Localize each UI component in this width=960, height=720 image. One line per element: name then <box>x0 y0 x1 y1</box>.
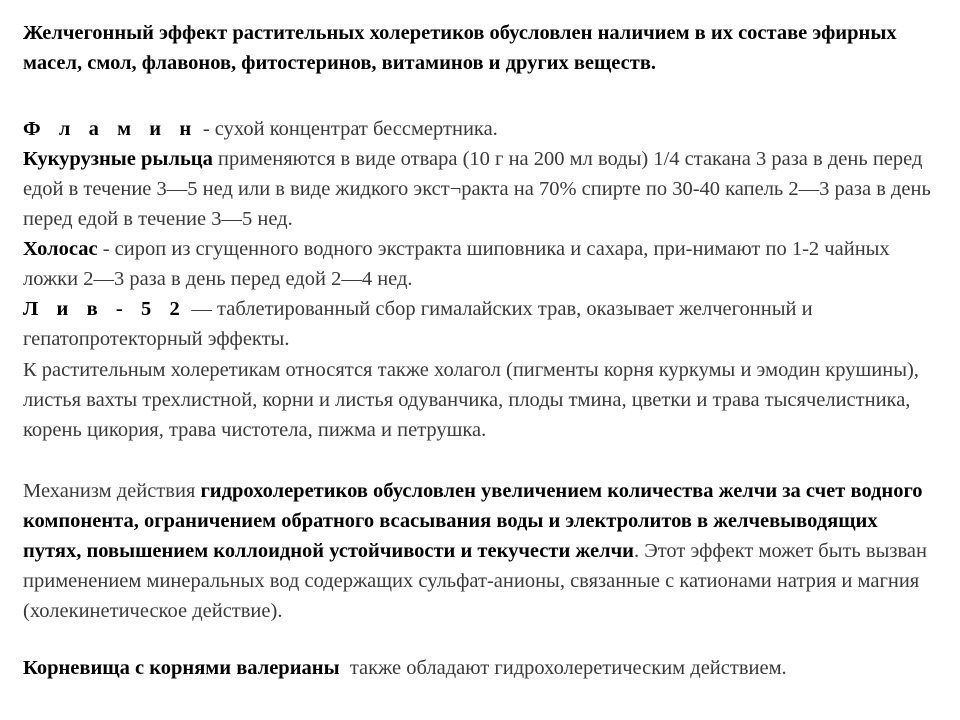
valerian-name: Корневища с корнями валерианы <box>23 657 340 679</box>
flamin-paragraph <box>23 114 938 144</box>
mechanism-bold: гидрохолеретиков обусловлен увеличением количества желчи за счет водного компонента, ограничением обратного всасывания воды и электролитов в желчевыводящих путях, повышением коллоидной устойчивости и текучести желчи <box>23 480 923 562</box>
flamin-name: Ф л а м и н <box>23 118 198 140</box>
valerian-paragraph <box>23 653 938 683</box>
liv-paragraph <box>23 294 938 354</box>
liv-name: Л и в - 5 2 <box>23 298 187 320</box>
corn-paragraph <box>23 144 938 234</box>
valerian-text: также обладают гидрохолеретическим действием. <box>339 657 787 679</box>
mechanism-lead: Механизм действия <box>23 480 201 502</box>
holosas-name: Холосас <box>23 238 98 260</box>
intro-paragraph: Желчегонный эффект растительных холеретиков обусловлен наличием в их составе эфирных масел, смол, флавонов, фитостеринов, витаминов и других веществ. <box>23 22 897 74</box>
other-cholerectics-paragraph: К растительным холеретикам относятся также холагол (пигменты корня куркумы и эмодин крушины), листья вахты трехлистной, корни и листья одуванчика, плоды тмина, цветки и трава тысячелистника, корень цикория, трава чистотела, пижма и петрушка. <box>23 359 919 441</box>
mechanism-tail: . Этот эффект может быть вызван применением минеральных вод содержащих сульфат-анионы, связанные с катионами натрия и магния (холекинетическое действие). <box>23 540 927 622</box>
flamin-text: - сухой концентрат бессмертника. <box>197 118 498 140</box>
holosas-paragraph <box>23 234 938 294</box>
liv-text: — таблетированный сбор гималайских трав, оказывает желчегонный и гепатопротекторный эффекты. <box>23 298 813 350</box>
corn-name: Кукурузные рыльца <box>23 148 213 170</box>
mechanism-paragraph <box>23 476 938 626</box>
holosas-text: - сироп из сгущенного водного экстракта шиповника и сахара, при-нимают по 1-2 чайных ложки 2—3 раза в день перед едой 2—4 нед. <box>23 238 890 290</box>
corn-text: применяются в виде отвара (10 г на 200 мл воды) 1/4 стакана 3 раза в день перед едой в течение 3—5 нед или в виде жидкого экст¬ракта на 70% спирте по 30-40 капель 2—3 раза в день перед едой в течение 3—5 нед. <box>23 148 931 230</box>
